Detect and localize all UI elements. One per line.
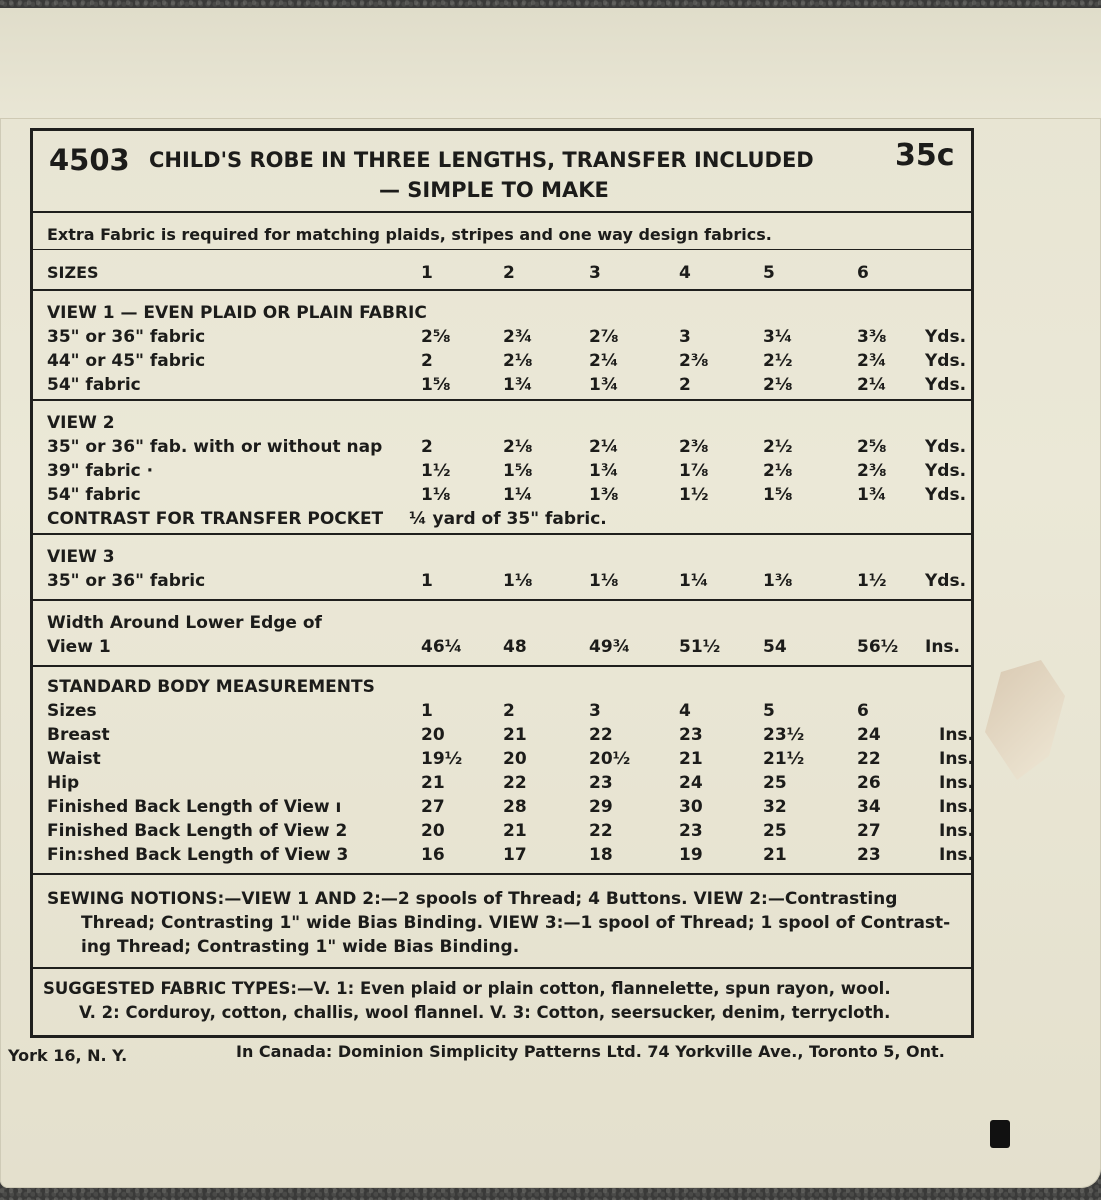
width-unit: Ins. — [925, 637, 961, 657]
body-row-7-size-6: 23 — [857, 845, 881, 865]
body-row-5-size-2: 28 — [503, 797, 527, 817]
view1-row-2-size-3: 2¼ — [589, 351, 619, 371]
pattern-info-box — [30, 128, 974, 1038]
body-row-3-size-4: 21 — [679, 749, 703, 769]
tape-mark — [990, 1120, 1010, 1148]
view1-row-2-size-1: 2 — [421, 351, 433, 371]
sizes-header-size-5: 5 — [763, 263, 775, 283]
view2-row-3-size-1: 1⅛ — [421, 485, 451, 505]
body-row-label: Waist — [47, 749, 101, 769]
body-row-unit: Ins. — [939, 749, 975, 769]
divider — [33, 289, 971, 291]
sizes-header-size-6: 6 — [857, 263, 869, 283]
view2-row-unit: Yds. — [925, 461, 967, 481]
view3-row-1-size-4: 1¼ — [679, 571, 709, 591]
body-row-1-size-6: 6 — [857, 701, 869, 721]
view1-row-2-size-5: 2½ — [763, 351, 793, 371]
body-row-4-size-2: 22 — [503, 773, 527, 793]
contrast-pocket-label: CONTRAST FOR TRANSFER POCKET — [47, 509, 384, 529]
width-lower-edge-size-2: 48 — [503, 637, 527, 657]
body-row-6-size-5: 25 — [763, 821, 787, 841]
body-row-unit: Ins. — [939, 725, 975, 745]
extra-fabric-note: Extra Fabric is required for matching plaids, stripes and one way design fabrics. — [47, 225, 772, 244]
body-row-6-size-6: 27 — [857, 821, 881, 841]
body-row-3-size-2: 20 — [503, 749, 527, 769]
view1-row-3-size-2: 1¾ — [503, 375, 533, 395]
view1-row-2-size-4: 2⅜ — [679, 351, 709, 371]
view1-row-3-size-1: 1⅝ — [421, 375, 451, 395]
body-row-1-size-4: 4 — [679, 701, 691, 721]
body-row-2-size-2: 21 — [503, 725, 527, 745]
body-row-7-size-2: 17 — [503, 845, 527, 865]
width-lower-edge-size-4: 51½ — [679, 637, 721, 657]
body-row-2-size-3: 22 — [589, 725, 613, 745]
sizes-header-size-1: 1 — [421, 263, 433, 283]
view1-row-3-size-3: 1¾ — [589, 375, 619, 395]
body-row-unit: Ins. — [939, 773, 975, 793]
width-label-line2: View 1 — [47, 637, 111, 657]
view2-row-3-size-2: 1¼ — [503, 485, 533, 505]
sewing-notions-line2: Thread; Contrasting 1" wide Bias Binding. VIEW 3:—1 spool of Thread; 1 spool of Contrast- — [81, 913, 951, 933]
body-row-unit: Ins. — [939, 845, 975, 865]
view1-heading: VIEW 1 — EVEN PLAID OR PLAIN FABRIC — [47, 303, 427, 323]
footer-address: York 16, N. Y. — [8, 1046, 128, 1065]
pattern-title: CHILD'S ROBE IN THREE LENGTHS, TRANSFER INCLUDED — [149, 148, 814, 172]
width-lower-edge-size-1: 46¼ — [421, 637, 463, 657]
view3-row-1-size-5: 1⅜ — [763, 571, 793, 591]
view1-row-1-size-4: 3 — [679, 327, 691, 347]
view1-row-2-size-6: 2¾ — [857, 351, 887, 371]
body-row-label: Breast — [47, 725, 110, 745]
view1-row-1-size-6: 3⅜ — [857, 327, 887, 347]
body-row-label: Hip — [47, 773, 80, 793]
view1-row-label: 54" fabric — [47, 375, 141, 395]
body-row-1-size-2: 2 — [503, 701, 515, 721]
width-lower-edge-size-5: 54 — [763, 637, 787, 657]
body-row-5-size-1: 27 — [421, 797, 445, 817]
body-row-1-size-5: 5 — [763, 701, 775, 721]
view1-row-2-size-2: 2⅛ — [503, 351, 533, 371]
width-lower-edge-size-6: 56½ — [857, 637, 899, 657]
body-row-unit: Ins. — [939, 821, 975, 841]
body-row-unit: Ins. — [939, 797, 975, 817]
divider — [33, 533, 971, 535]
body-row-5-size-4: 30 — [679, 797, 703, 817]
view2-row-label: 54" fabric — [47, 485, 141, 505]
body-row-7-size-5: 21 — [763, 845, 787, 865]
footer-canada: In Canada: Dominion Simplicity Patterns Ltd. 74 Yorkville Ave., Toronto 5, Ont. — [236, 1042, 945, 1061]
divider — [33, 599, 971, 601]
view2-row-1-size-3: 2¼ — [589, 437, 619, 457]
body-row-label: Fin:shed Back Length of View 3 — [47, 845, 349, 865]
view2-row-2-size-3: 1¾ — [589, 461, 619, 481]
view2-row-2-size-5: 2⅛ — [763, 461, 793, 481]
view2-row-2-size-6: 2⅜ — [857, 461, 887, 481]
fabric-types-line2: V. 2: Corduroy, cotton, challis, wool flannel. V. 3: Cotton, seersucker, denim, terrycloth. — [79, 1003, 891, 1022]
fabric-types-line1: SUGGESTED FABRIC TYPES:—V. 1: Even plaid or plain cotton, flannelette, spun rayon, wool. — [43, 979, 891, 998]
body-row-7-size-1: 16 — [421, 845, 445, 865]
divider — [33, 399, 971, 401]
view2-row-1-size-6: 2⅝ — [857, 437, 887, 457]
body-row-4-size-3: 23 — [589, 773, 613, 793]
sizes-header-size-4: 4 — [679, 263, 691, 283]
view1-row-unit: Yds. — [925, 351, 967, 371]
pattern-number: 4503 — [49, 143, 130, 177]
body-row-6-size-4: 23 — [679, 821, 703, 841]
view3-row-1-size-1: 1 — [421, 571, 433, 591]
width-lower-edge-size-3: 49¾ — [589, 637, 631, 657]
view3-row-1-size-2: 1⅛ — [503, 571, 533, 591]
divider — [33, 665, 971, 667]
view2-row-3-size-4: 1½ — [679, 485, 709, 505]
body-row-3-size-1: 19½ — [421, 749, 463, 769]
body-row-1-size-3: 3 — [589, 701, 601, 721]
view1-row-3-size-6: 2¼ — [857, 375, 887, 395]
body-row-5-size-6: 34 — [857, 797, 881, 817]
view3-heading: VIEW 3 — [47, 547, 115, 567]
view2-row-2-size-4: 1⅞ — [679, 461, 709, 481]
divider — [33, 211, 971, 213]
view3-row-1-size-3: 1⅛ — [589, 571, 619, 591]
sizes-header-size-2: 2 — [503, 263, 515, 283]
view2-row-label: 35" or 36" fab. with or without nap — [47, 437, 383, 457]
body-row-4-size-4: 24 — [679, 773, 703, 793]
body-row-6-size-2: 21 — [503, 821, 527, 841]
view2-row-1-size-4: 2⅜ — [679, 437, 709, 457]
view1-row-unit: Yds. — [925, 327, 967, 347]
sewing-notions-line3: ing Thread; Contrasting 1" wide Bias Binding. — [81, 937, 520, 957]
body-row-3-size-3: 20½ — [589, 749, 631, 769]
view2-row-1-size-5: 2½ — [763, 437, 793, 457]
view2-row-2-size-1: 1½ — [421, 461, 451, 481]
body-row-label: Finished Back Length of View ı — [47, 797, 342, 817]
contrast-pocket-value: ¼ yard of 35" fabric. — [409, 509, 607, 529]
view2-row-unit: Yds. — [925, 485, 967, 505]
body-row-2-size-5: 23½ — [763, 725, 805, 745]
body-row-label: Finished Back Length of View 2 — [47, 821, 348, 841]
body-row-7-size-3: 18 — [589, 845, 613, 865]
view1-row-3-size-5: 2⅛ — [763, 375, 793, 395]
divider — [33, 873, 971, 875]
body-row-4-size-5: 25 — [763, 773, 787, 793]
view3-row-unit: Yds. — [925, 571, 967, 591]
sewing-notions-line1: SEWING NOTIONS:—VIEW 1 AND 2:—2 spools of Thread; 4 Buttons. VIEW 2:—Contrasting — [47, 889, 898, 909]
view2-row-unit: Yds. — [925, 437, 967, 457]
view2-row-2-size-2: 1⅝ — [503, 461, 533, 481]
body-row-4-size-1: 21 — [421, 773, 445, 793]
sizes-label: SIZES — [47, 263, 99, 282]
body-row-1-size-1: 1 — [421, 701, 433, 721]
view1-row-3-size-4: 2 — [679, 375, 691, 395]
view2-row-3-size-6: 1¾ — [857, 485, 887, 505]
view2-row-3-size-3: 1⅜ — [589, 485, 619, 505]
envelope-flap — [0, 8, 1101, 119]
view1-row-label: 35" or 36" fabric — [47, 327, 206, 347]
view1-row-1-size-5: 3¼ — [763, 327, 793, 347]
body-row-7-size-4: 19 — [679, 845, 703, 865]
body-row-2-size-1: 20 — [421, 725, 445, 745]
body-row-label: Sizes — [47, 701, 97, 721]
body-row-6-size-1: 20 — [421, 821, 445, 841]
body-row-2-size-6: 24 — [857, 725, 881, 745]
view2-row-label: 39" fabric · — [47, 461, 154, 481]
body-row-4-size-6: 26 — [857, 773, 881, 793]
price: 35c — [895, 138, 955, 173]
view1-row-1-size-1: 2⅝ — [421, 327, 451, 347]
divider — [33, 249, 971, 250]
body-row-2-size-4: 23 — [679, 725, 703, 745]
view1-row-1-size-2: 2¾ — [503, 327, 533, 347]
view1-row-1-size-3: 2⅞ — [589, 327, 619, 347]
view2-row-3-size-5: 1⅝ — [763, 485, 793, 505]
view2-row-1-size-1: 2 — [421, 437, 433, 457]
pattern-subtitle: — SIMPLE TO MAKE — [379, 178, 609, 202]
view1-row-label: 44" or 45" fabric — [47, 351, 206, 371]
divider — [33, 967, 971, 969]
sizes-header-size-3: 3 — [589, 263, 601, 283]
body-row-5-size-5: 32 — [763, 797, 787, 817]
view2-row-1-size-2: 2⅛ — [503, 437, 533, 457]
view3-row-1-size-6: 1½ — [857, 571, 887, 591]
body-row-5-size-3: 29 — [589, 797, 613, 817]
body-row-6-size-3: 22 — [589, 821, 613, 841]
view2-heading: VIEW 2 — [47, 413, 115, 433]
body-row-3-size-6: 22 — [857, 749, 881, 769]
body-measurements-heading: STANDARD BODY MEASUREMENTS — [47, 677, 375, 697]
width-label-line1: Width Around Lower Edge of — [47, 613, 322, 633]
view3-row-label: 35" or 36" fabric — [47, 571, 206, 591]
view1-row-unit: Yds. — [925, 375, 967, 395]
body-row-3-size-5: 21½ — [763, 749, 805, 769]
